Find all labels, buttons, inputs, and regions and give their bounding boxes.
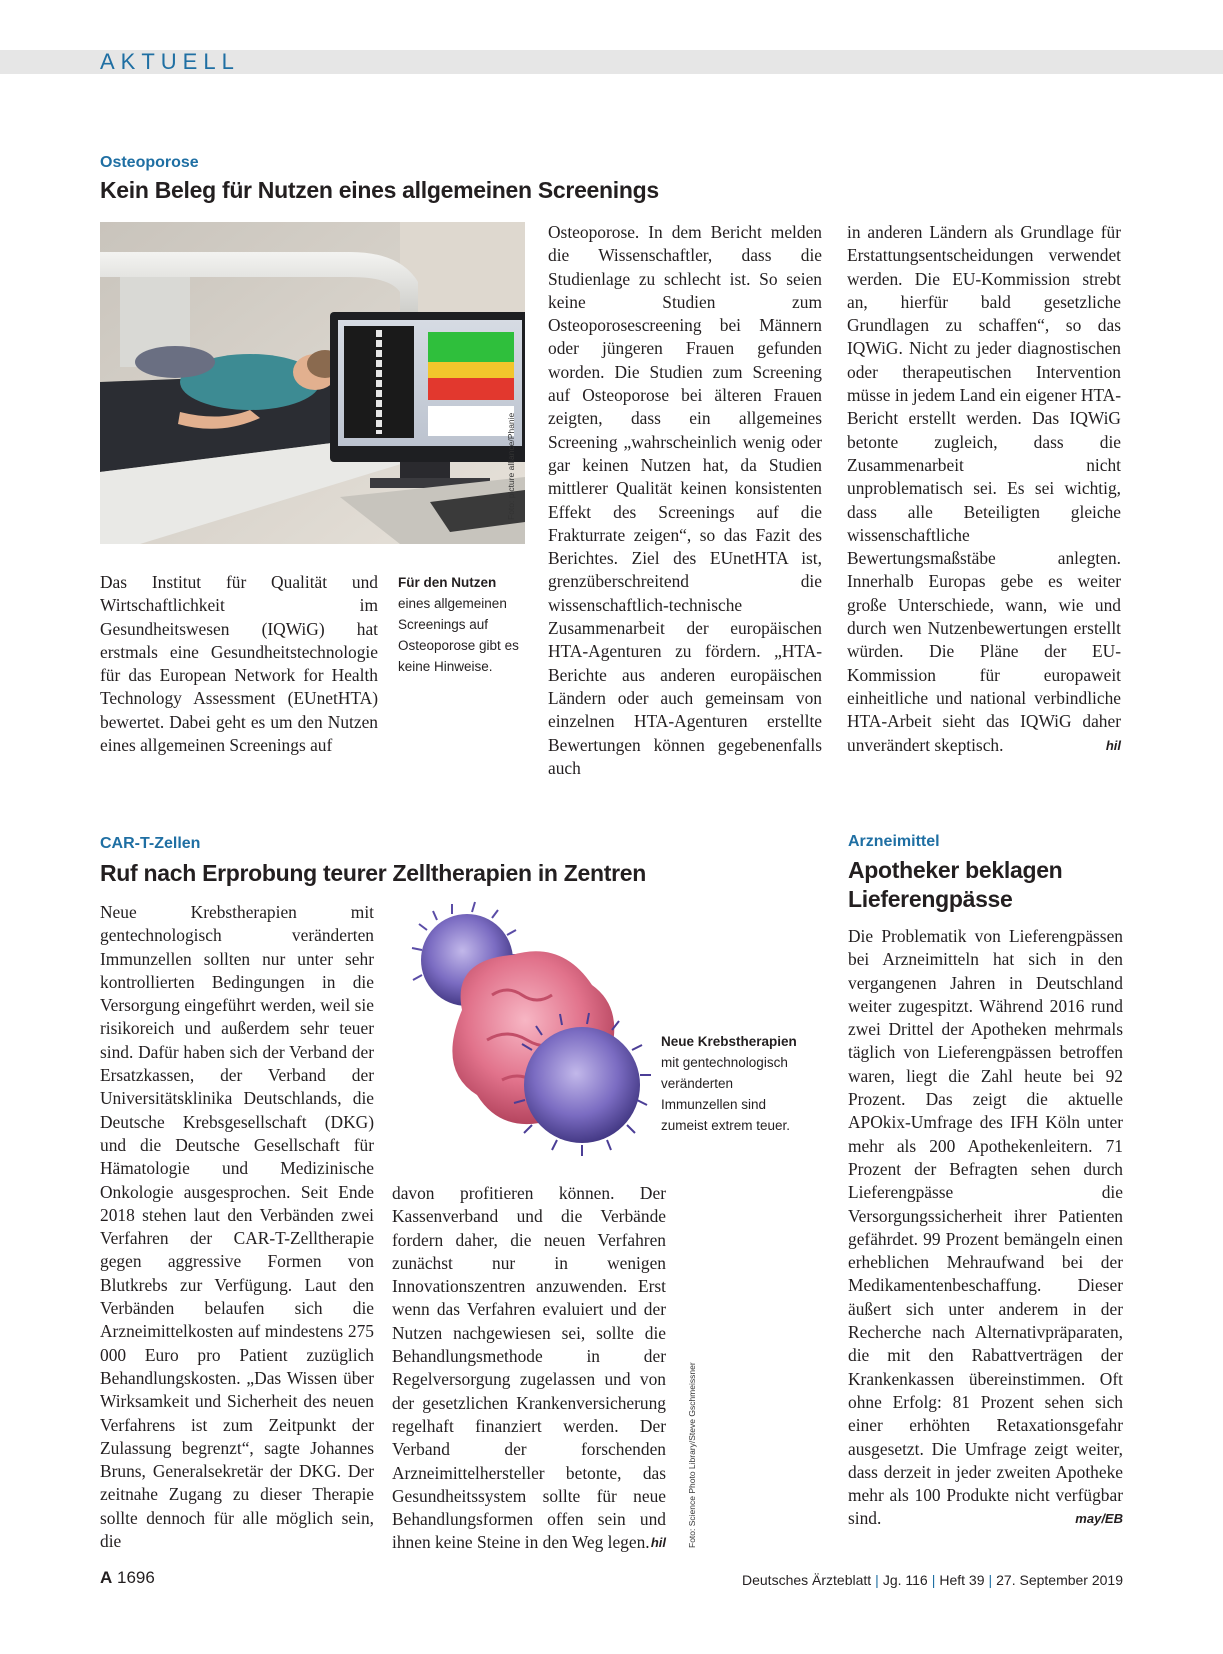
article3-signature: may/EB	[1075, 1511, 1123, 1527]
article1-photo-credit: Foto: picture alliance/Phanie	[506, 412, 516, 520]
article2-photo-credit: Foto: Science Photo Library/Steve Gschmeissner	[687, 1362, 697, 1548]
article2-column-2	[392, 1182, 666, 1555]
dxa-scan-photo	[100, 222, 525, 544]
article1-headline: Kein Beleg für Nutzen eines allgemeinen Screenings	[100, 177, 659, 203]
page-number-value: 1696	[117, 1568, 155, 1587]
journal-issue: Heft 39	[939, 1572, 985, 1588]
article1-column-2: Osteoporose. In dem Bericht melden die Wissenschaftler, dass die Studienlage zu schlecht ist. So seien keine Studien zum Osteoporosescreening bei Männern oder jüngeren Frauen gefunden worden. Die Studien zum Screening auf Osteoporose bei älteren Frauen zeigten, dass ein allgemeines Screening „wahrscheinlich wenig oder gar keinen Nutzen hat, da Studien mittlerer Qualität keinen konsistenten Effekt des Screenings auf die Frakturrate zeigen“, so das Fazit des Berichtes. Ziel des EUnetHTA ist, grenzüberschreitend die wissenschaftlich-technische Zusammenarbeit der europäischen HTA-Agenturen zu fördern. „HTA-Berichte aus anderen europäischen Ländern oder auch gemeinsam von einzelnen HTA-Agenturen erstellte Bewertungen können gegebenenfalls auch	[548, 222, 822, 778]
journal-date: 27. September 2019	[996, 1572, 1123, 1588]
article1-column-3	[847, 221, 1121, 757]
article1-column-3-text: in anderen Ländern als Grundlage für Erstattungsentscheidungen verwendet werden. Die EU-Kommission strebt an, hierfür bald gesetzliche Grundlagen zu schaffen“, so das IQWiG. Nicht zu jeder diagnostischen oder therapeutischen Intervention müsse in jedem Land ein eigener HTA-Bericht erstellt werden. Das IQWiG betonte zugleich, dass die Zusammenarbeit nicht unproblematisch sei. Es sei wichtig, dass alle Beteiligten gleiche wissenschaftliche Bewertungsmaßstäbe anlegten. Innerhalb Europas gebe es weiter große Unterschiede, wann, wie und durch wen Nutzenbewertungen erstellt würden. Die Pläne der EU-Kommission für europaweit einheitliche und national verbindliche HTA-Arbeit sieht das IQWiG daher unverändert skeptisch.	[847, 222, 1121, 755]
article2-column-2-text: davon profitieren können. Der Kassenverband und die Verbände fordern daher, die neuen Verfahren zunächst nur in wenigen Innovationszentren anzuwenden. Erst wenn das Verfahren evaluiert und der Nutzen nachgewiesen sei, sollte die Behandlungsmethode in der Regelversorgung zugelassen und von der gesetzlichen Krankenversicherung regelhaft finanziert werden. Der Verband der forschenden Arzneimittelhersteller betonte, das Gesundheitssystem sollte für neue Behandlungsformen offen sein und ihnen keine Steine in den Weg legen.	[392, 1183, 666, 1553]
article1-photo	[100, 222, 525, 544]
journal-volume: Jg. 116	[882, 1572, 928, 1588]
article1-kicker: Osteoporose	[100, 154, 199, 171]
separator: |	[988, 1572, 993, 1588]
article3-column-1-text: Die Problematik von Lieferengpässen bei Arzneimitteln hat sich in den vergangenen Jahren in Deutschland weiter zugespitzt. Während 2016 rund zwei Drittel der Apotheken mehrmals täglich von Lieferengpässen betroffen waren, liegt die Zahl heute bei 92 Prozent. Das zeigt die aktuelle APOkix-Umfrage des IFH Köln unter mehr als 200 Apothekenleitern. 71 Prozent der Befragten sehen durch Lieferengpässe die Versorgungssicherheit ihrer Patienten gefährdet. 99 Prozent bemängeln einen erheblichen Mehraufwand bei der Medikamentenbeschaffung. Dieser äußert sich unter anderem in der Recherche nach Alternativpräparaten, die mit den Rabattverträgen der Krankenkassen übereinstimmen. Oft ohne Erfolg: 81 Prozent sehen sich einer erhöhten Retaxationsgefahr ausgesetzt. Die Umfrage zeigt weiter, dass derzeit in jeder zweiten Apotheke mehr als 100 Produkte nicht verfügbar sind.	[848, 926, 1123, 1529]
article2-headline: Ruf nach Erprobung teurer Zelltherapien in Zentren	[100, 860, 646, 886]
separator: |	[931, 1572, 936, 1588]
article2-caption-title: Neue Krebstherapien	[661, 1034, 797, 1049]
journal-name: Deutsches Ärzteblatt	[742, 1572, 872, 1588]
article2-illustration	[392, 900, 674, 1182]
article1-caption-title: Für den Nutzen	[398, 575, 497, 590]
article3-column-1	[848, 925, 1123, 1531]
separator: |	[875, 1572, 879, 1588]
article2-caption	[661, 1031, 801, 1136]
article1-caption-text: eines allgemeinen Screenings auf Osteoporose gibt es keine Hinweise.	[398, 596, 519, 674]
article3-kicker: Arzneimittel	[848, 833, 940, 850]
article3-headline: Apotheker beklagen Lieferengpässe	[848, 857, 1063, 912]
page-number	[100, 1568, 155, 1588]
page-prefix: A	[100, 1568, 113, 1587]
article2-column-1: Neue Krebstherapien mit gentechnologisch veränderten Immunzellen sollten nur unter sehr kontrollierten Bedingungen in die Versorgung eingeführt werden, weil sie risikoreich und außerdem sehr teuer sind. Dafür haben sich der Verband der Ersatzkassen, der Verband der Universitätsklinika Deutschlands, die Deutsche Krebsgesellschaft (DKG) und die Deutsche Gesellschaft für Hämatologie und Medizinische Onkologie ausgesprochen. Seit Ende 2018 stehen laut den Verbänden zwei Verfahren der CAR-T-Zelltherapie gegen aggressive Formen von Blutkrebs zur Verfügung. Laut den Verbänden belaufen sich die Arzneimittelkosten auf mindestens 275 000 Euro pro Patient zuzüglich Behandlungskosten. „Das Wissen über Wirksamkeit und Sicherheit des neuen Verfahrens ist zum Zeitpunkt der Zulassung begrenzt“, sagte Johannes Bruns, Generalsekretär der DKG. Der zeitnahe Zugang zu dieser Therapie sollte dennoch für alle möglich sein, die	[100, 902, 374, 1552]
article1-signature: hil	[1105, 737, 1121, 753]
article2-kicker: CAR-T-Zellen	[100, 835, 201, 852]
article2-signature: hil	[650, 1535, 666, 1551]
article2-caption-text: mit gentechnologisch veränderten Immunzellen sind zumeist extrem teuer.	[661, 1055, 791, 1133]
section-label: AKTUELL	[100, 49, 240, 74]
journal-info	[742, 1572, 1123, 1588]
article1-caption	[398, 572, 528, 677]
car-t-cells-illustration	[392, 900, 674, 1182]
article1-column-1: Das Institut für Qualität und Wirtschaftlichkeit im Gesundheitswesen (IQWiG) hat erstmals eine Gesundheitstechnologie für das European Network for Health Technology Assessment (EUnetHTA) bewertet. Dabei geht es um den Nutzen eines allgemeinen Screenings auf	[100, 572, 378, 756]
